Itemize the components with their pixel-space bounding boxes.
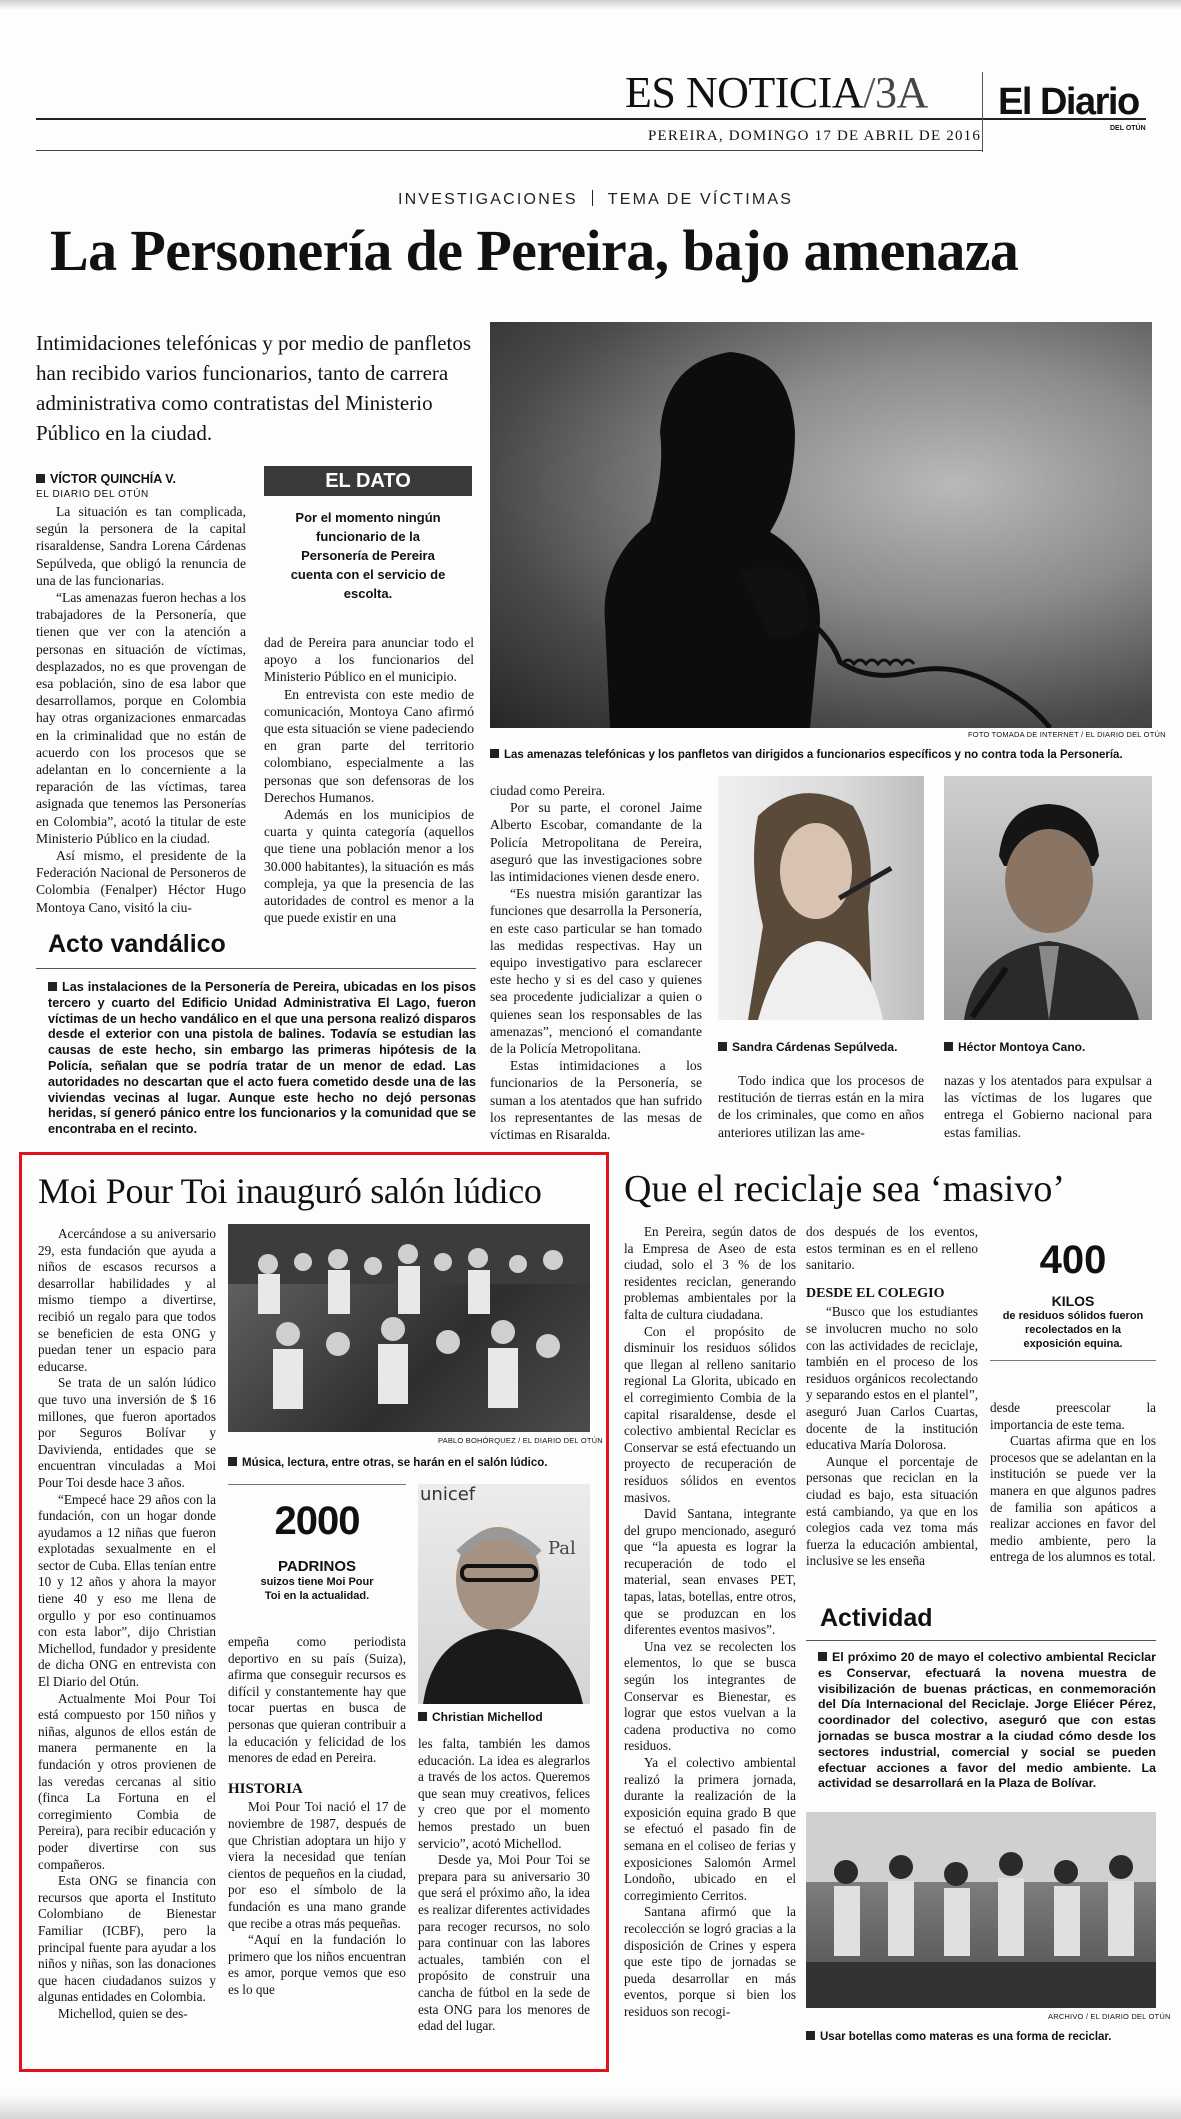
botellas-photo-credit: ARCHIVO / EL DIARIO DEL OTÚN — [1048, 2012, 1171, 2021]
paragraph: Se trata de un salón lúdico que tuvo una inversión de $ 16 millones, que fueron aportados por Seguros Bolívar y Davivienda, entidades que se encuentran vinculadas a Moi Pour Toi desde hace 3 años. — [38, 1375, 216, 1490]
paragraph: Estas intimidaciones a los funcionarios de la Personería, se suman a los atentados que han sufrido los representantes de las mesas de víctimas en Risaralda. — [490, 1058, 702, 1143]
historia-title: HISTORIA — [228, 1780, 303, 1797]
salon-photo-caption: Música, lectura, entre otras, se harán en el salón lúdico. — [228, 1456, 590, 1471]
actividad-rule — [806, 1640, 1156, 1641]
sandra-cardenas-photo — [718, 776, 924, 1020]
acto-text: Las instalaciones de la Personería de Pereira, ubicadas en los pisos tercero y cuarto del Edificio Unidad Administrativa El Lago, fueron víctimas de un hecho vandálico en el que una persona realizó disparos desde el exterior con una pistola de balines. Todavía se estudian las causas de este hecho, sin embargo las primeras hipótesis de la Policía, señalan que se podría tratar de un menor de edad. Las autoridades no descartan que el acto fuera cometido desde una de las viviendas vecinas al lugar. Aunque este hecho no dejó personas heridas, sí generó pánico entre los funcionarios y la comunidad que se encontraba en el recinto. — [48, 980, 476, 1137]
paragraph: “Empecé hace 29 años con la fundación, con un hogar donde ayudamos a 12 niñas que fueron explotadas sexualmente en el sector de Cuba. Ellas tenían entre 10 y 12 años y ahora la mayor tiene 40 y eso me llena de orgullo y por eso continuamos con esta labor”, dijo Christian Michellod, fundador y presidente de dicha ONG en entrevista con El Diario del Otún. — [38, 1491, 216, 1690]
kilos-title: KILOS — [1051, 1293, 1095, 1309]
hector-caption: Héctor Montoya Cano. — [944, 1040, 1085, 1055]
paragraph: Con el propósito de disminuir los residuos sólidos que llegan al relleno sanitario regional La Glorita, ubicado en el corregimiento Combia de la capital risaraldense, desde el colectivo ambiental Reciclar es Conservar se está efectuando un proyecto de recuperación de residuos sólidos en eventos masivos. — [624, 1323, 796, 1505]
paragraph: ciudad como Pereira. — [490, 783, 606, 798]
actividad-title: Actividad — [820, 1604, 933, 1632]
reciclaje-headline: Que el reciclaje sea ‘masivo’ — [624, 1168, 1065, 1210]
paragraph: Michellod, quien se des- — [58, 2005, 188, 2021]
kilos-number: 400 — [1039, 1238, 1107, 1282]
main-kicker — [398, 190, 793, 209]
page-number: 3A — [874, 68, 928, 117]
paragraph: nazas y los atentados para expulsar a las víctimas de los lugares que entrega el Gobierno nacional para estas familias. — [944, 1073, 1152, 1140]
padrinos-number: 2000 — [274, 1499, 360, 1543]
newspaper-logo: El Diario — [998, 81, 1139, 123]
moi-headline: Moi Pour Toi inauguró salón lúdico — [38, 1171, 542, 1211]
portrait-graphic — [418, 1484, 590, 1704]
christian-caption: Christian Michellod — [418, 1710, 543, 1725]
paragraph: “Busco que los estudiantes se involucren mucho no solo con las actividades de reciclaje, también en el proceso de los residuos orgánicos recolectando y separando estos en el plantel”, aseguró Juan Carlos Cuartas, docente de la institución educativa María Dolorosa. — [806, 1304, 978, 1453]
botellas-photo-caption: Usar botellas como materas es una forma de reciclar. — [806, 2030, 1156, 2045]
paragraph: Una vez se recolecten los elementos, lo que se busca según los integrantes de Conservar es Bienestar, es lograr que estos vuelvan a la cadena productiva no como residuos. — [624, 1638, 796, 1754]
paragraph: Ya el colectivo ambiental realizó la primera jornada, durante la realización de la exposición equina grado B que se efectuó el pasado fin de semana en el coliseo de ferias y exposiciones Salomón Armel Londoño, ubicado en el corregimiento Cerritos. — [624, 1755, 796, 1903]
paragraph: Además en los municipios de cuarta y quinta categoría (aquellos que tiene una población menor a los 30.000 habitantes), la situación es más compleja, ya que la presencia de las autoridades de control es menor a la que puede existir en una — [264, 807, 474, 926]
main-col-1 — [36, 503, 246, 916]
salon-ludico-photo — [228, 1224, 590, 1432]
main-col-3 — [490, 782, 702, 1143]
paragraph: Todo indica que los procesos de restitución de tierras están en la mira de los criminales, que como en años anteriores utilizan las ame- — [718, 1073, 924, 1140]
padrinos-title: PADRINOS — [277, 1558, 357, 1575]
main-col-4 — [718, 1072, 924, 1141]
paragraph: Aunque el porcentaje de personas que reciclan en la ciudad es bajo, esta situación está cambiando, ya que en los colegios cada vez toma más fuerza la educación ambiental, inclusive se les enseña — [806, 1453, 978, 1569]
sandra-caption: Sandra Cárdenas Sepúlveda. — [718, 1040, 897, 1055]
paragraph: Moi Pour Toi nació el 17 de noviembre de 1987, después de que Christian adoptara un hijo y viera la necesidad que tenían cientos de pequeños en la ciudad, por eso el símbolo de la fundación es una mano grande que recibe a otras más pequeñas. — [228, 1799, 406, 1931]
crowd-graphic — [228, 1224, 590, 1432]
bottom-scan-edge — [0, 2094, 1181, 2119]
el-dato-text: Por el momento ningún funcionario de la Personería de Pereira cuenta con el servicio de escolta. — [290, 510, 446, 601]
header-rule-top — [36, 118, 1146, 120]
salon-photo-credit: PABLO BOHÓRQUEZ / EL DIARIO DEL OTÚN — [438, 1436, 603, 1445]
paragraph: Actualmente Moi Pour Toi está compuesto por 150 niños y niñas, algunos de ellos están de manera permanente en la fundación y otros provienen de las veredas cercanas al sitio (finca La Fortuna en el corregimiento Combia de Pereira), para recibir educación y poder divertirse con sus compañeros. — [38, 1690, 216, 1872]
main-col-2 — [264, 634, 474, 926]
main-col-5 — [944, 1072, 1152, 1141]
hector-montoya-photo — [944, 776, 1152, 1020]
byline: VÍCTOR QUINCHÍA V. — [36, 472, 176, 486]
portrait-graphic — [944, 776, 1152, 1020]
main-photo-caption: Las amenazas telefónicas y los panfletos van dirigidos a funcionarios específicos y no contra toda la Personería. — [490, 748, 1152, 763]
portrait-graphic — [718, 776, 924, 1020]
paragraph: Por su parte, el coronel Jaime Alberto Escobar, comandante de la Policía Metropolitana de Pereira, aseguró que las investigaciones sobre las intimidaciones vienen desde enero. — [490, 800, 702, 885]
paragraph: En entrevista con este medio de comunicación, Montoya Cano afirmó que esta situación se viene padeciendo en gran parte del territorio colombiano, especialmente a las personas que son defensoras de los Derechos Humanos. — [264, 686, 474, 805]
paragraph: “Aquí en la fundación lo primero que los niños encuentran es amor, porque vemos que eso es lo que — [228, 1932, 406, 1997]
top-scan-edge — [0, 0, 1181, 10]
main-lead: Intimidaciones telefónicas y por medio de panfletos han recibido varios funcionarios, tanto de carrera administrativa como contratistas del Ministerio Público en la ciudad. — [36, 331, 472, 445]
el-dato-title: EL DATO — [264, 466, 472, 496]
kilos-text: de residuos sólidos fueron recolectados en la exposición equina. — [1002, 1310, 1144, 1350]
paragraph: Así mismo, el presidente de la Federación Nacional de Personeros de Colombia (Fenalper) Héctor Hugo Montoya Cano, visitó la ciu- — [36, 848, 246, 915]
botellas-materas-photo — [806, 1812, 1156, 2008]
silhouette-graphic — [490, 322, 1152, 728]
newspaper-logo-sub: DEL OTÚN — [1110, 125, 1146, 132]
byline-org: EL DIARIO DEL OTÚN — [36, 489, 149, 500]
kilos-stat — [990, 1222, 1156, 1361]
paragraph: Acercándose a su aniversario 29, esta fundación que ayuda a niños de escasos recursos a desarrollar habilidades y al mismo tiempo a divertirse, recibió un regalo para que todos se beneficien de esta ONG y puedan tener un espacio para educarse. — [38, 1226, 216, 1374]
paragraph: “Es nuestra misión garantizar las funciones que desarrolla la Personería, en este caso particular se han tomado las medidas respectivas. Hay un equipo investigativo para esclarecer este hecho y si es del caso y quienes sea procedente judicializar a quien o quienes sean los responsables de las amenazas”, mencionó el comandante de la Policía Metropolitana. — [490, 886, 702, 1057]
acto-title: Acto vandálico — [48, 930, 226, 958]
paragraph: desde preescolar la importancia de este tema. — [990, 1400, 1156, 1432]
paragraph: Esta ONG se financia con recursos que aporta el Instituto Colombiano de Bienestar Familiar (ICBF), pero la principal fuente para ayudar a los niños y niñas, son las donaciones que hacen ciudadanos suizos y algunas entidades en Colombia. — [38, 1873, 216, 2005]
el-dato-box — [264, 466, 472, 604]
section-name: ES NOTICIA — [625, 68, 864, 117]
main-headline: La Personería de Pereira, bajo amenaza — [50, 218, 1019, 283]
main-photo-credit: FOTO TOMADA DE INTERNET / EL DIARIO DEL OTÚN — [968, 730, 1166, 739]
paragraph: dad de Pereira para anunciar todo el apoyo a los funcionarios del Ministerio Público en el municipio. — [264, 635, 474, 685]
unicef-sign: unicef — [420, 1484, 476, 1505]
moi-col-1 — [38, 1226, 216, 2023]
colegio-title: DESDE EL COLEGIO — [806, 1285, 945, 1301]
paragraph: Desde ya, Moi Pour Toi se prepara para su aniversario 30 que será el próximo año, la idea es realizar diferentes actividades para recoger recursos, no solo para continuar con las labores actuales, también con el propósito de construir una cancha de fútbol en la sede de esta ONG para los menores de edad del lugar. — [418, 1852, 590, 2034]
header-date: PEREIRA, DOMINGO 17 DE ABRIL DE 2016 — [648, 128, 982, 144]
padrinos-stat — [228, 1484, 406, 1615]
padrinos-text: suizos tiene Moi Pour Toi en la actualidad. — [260, 1576, 374, 1602]
reciclaje-col-3 — [990, 1400, 1156, 1566]
paragraph: La situación es tan complicada, según la personera de la capital risaraldense, Sandra Lorena Cárdenas Sepúlveda, que obligó la renuncia de una de las funcionarias. — [36, 504, 246, 588]
actividad-text: El próximo 20 de mayo el colectivo ambiental Reciclar es Conservar, efectuará la novena muestra de visibilización de buenas prácticas, en conmemoración del Día Internacional del Reciclaje. Jorge Eliécer Pérez, coordinador del colectivo, aseguró que con estas jornadas se busca mostrar a la ciudad cómo desde los sectores industrial, comercial y social se pueden efectuar acciones a favor del medio ambiente. La actividad se desarrollará en la Plaza de Bolívar. — [818, 1650, 1156, 1791]
svg-text:Pal: Pal — [548, 1538, 576, 1559]
reciclaje-col-1 — [624, 1224, 796, 2021]
section-title: ES NOTICIA/3A — [625, 68, 928, 117]
acto-rule — [36, 968, 476, 969]
paragraph: Santana afirmó que la recolección se logró gracias a la disposición de Crines y espera que este tipo de jornadas se pueda desarrollar en más eventos, porque si bien los residuos son recogi- — [624, 1904, 796, 2019]
christian-michellod-photo — [418, 1484, 590, 1704]
moi-col-2 — [228, 1634, 406, 1998]
reciclaje-col-2 — [806, 1224, 978, 1570]
paragraph: empeña como periodista deportivo en su país (Suiza), afirma que conseguir recursos es difícil y constantemente hay que tocar puertas en busca de personas que quieran contribuir a la educación y felicidad de los menores de edad en Pereira. — [228, 1634, 406, 1766]
phone-silhouette-photo — [490, 322, 1152, 728]
kicker-category: INVESTIGACIONES — [398, 191, 578, 208]
kicker-topic: TEMA DE VÍCTIMAS — [607, 191, 794, 208]
paragraph: “Las amenazas fueron hechas a los trabajadores de la Personería, que tienen que ver con la atención a personas en situación de víctimas, desplazados, no es que provengan de esa población, sino de esa labor que desarrollamos, porque en Colombia hay otras organizaciones enmarcadas en la criminalidad que no están de acuerdo con los procesos que se adelantan en lo concerniente a la reparación de las víctimas, tarea asignada que tenemos las Personerías en Colombia”, acotó la titular de este Ministerio Público en la ciudad. — [36, 590, 246, 846]
paragraph: les falta, también les damos educación. La idea es alegrarlos a través de los actos. Queremos que sean muy creativos, felices y creo que por el momento hemos prestado un buen servicio”, acotó Michellod. — [418, 1736, 590, 1851]
header-rule-bottom — [36, 150, 982, 151]
paragraph: En Pereira, según datos de la Empresa de Aseo de esta ciudad, solo el 3 % de los residentes reciclan, generando problemas ambientales por la falta de cultura ciudadana. — [624, 1224, 796, 1322]
paragraph: dos después de los eventos, estos terminan es en el relleno sanitario. — [806, 1224, 978, 1273]
crowd-graphic — [806, 1812, 1156, 2008]
paragraph: Cuartas afirma que en los procesos que se adelantan en la institución se puede ver la manera en que algunos padres de familia son apáticos a realizar acciones en favor del medio ambiente, pero la entrega de los alumnos es total. — [990, 1433, 1156, 1565]
header-vertical-rule — [982, 72, 983, 152]
paragraph: David Santana, integrante del grupo mencionado, aseguró que “la apuesta es lograr la recuperación de todo el material, sean envases PET, tapas, latas, botellas, entre otros, que se produzcan en los diferentes eventos masivos”. — [624, 1506, 796, 1638]
moi-col-3 — [418, 1736, 590, 2035]
